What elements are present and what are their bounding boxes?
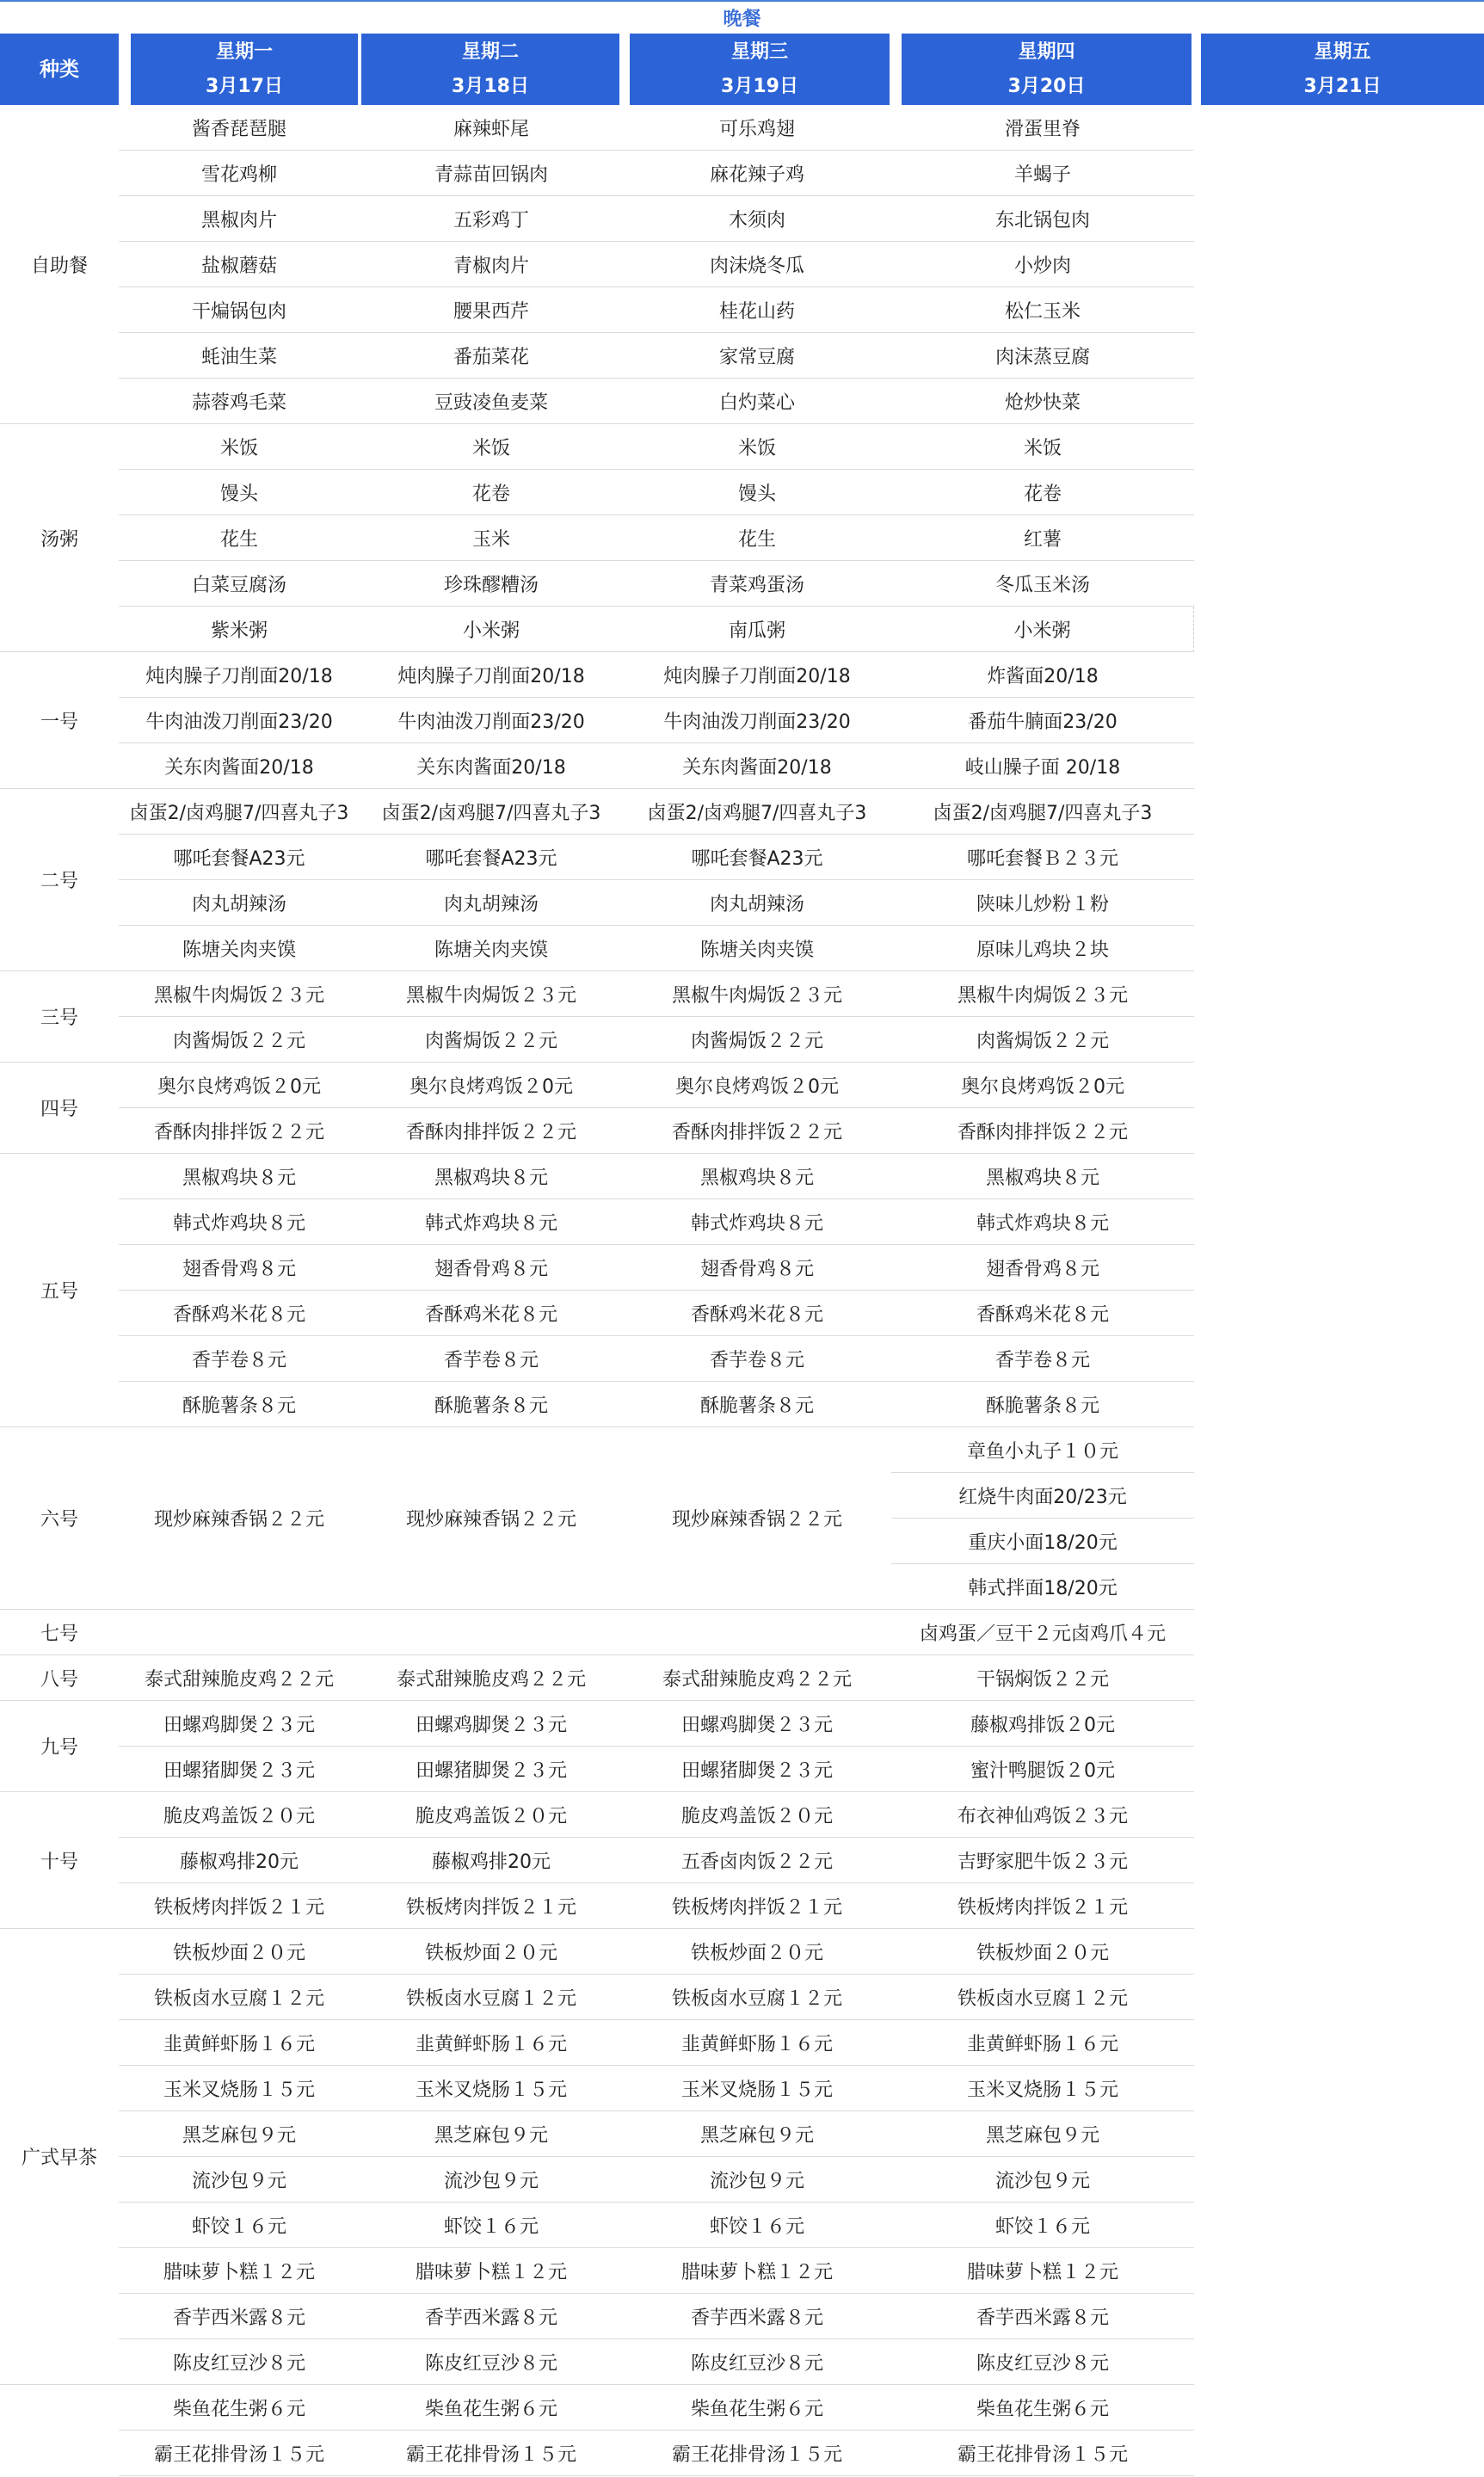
menu-item-cell: 铁板炒面２０元 [891,1929,1194,1975]
menu-item-cell: 哪吒套餐A23元 [119,835,360,880]
menu-item-cell: 黑芝麻包９元 [891,2111,1194,2157]
menu-item-cell: 肉酱焗饭２２元 [360,1017,623,1063]
menu-item-cell: 翅香骨鸡８元 [360,1245,623,1291]
column-header-day [1201,34,1484,105]
menu-item-cell: 炝炒快菜 [891,379,1194,424]
menu-item-cell: 白灼菜心 [623,379,891,424]
menu-item-cell: 香酥肉排拌饭２２元 [623,1108,891,1154]
menu-item-cell [360,1610,623,1655]
menu-item-cell: 陈塘关肉夹馍 [360,926,623,971]
menu-item-cell: 奥尔良烤鸡饭２0元 [360,1063,623,1108]
menu-item-cell: 肉沫蒸豆腐 [891,333,1194,379]
menu-item-cell: 肉酱焗饭２２元 [623,1017,891,1063]
menu-item-cell: 流沙包９元 [623,2157,891,2203]
table-row [0,1838,1484,1883]
table-row [0,1291,1484,1336]
menu-item-cell: 花卷 [891,470,1194,515]
menu-item-cell: 肉酱焗饭２２元 [119,1017,360,1063]
table-row [0,1929,1484,1975]
menu-item-cell: 香芋卷８元 [119,1336,360,1382]
table-row [0,151,1484,196]
menu-item-cell: 五彩鸡丁 [360,196,623,242]
menu-item-cell: 泰式甜辣脆皮鸡２２元 [360,1655,623,1701]
menu-item-cell: 韩式炸鸡块８元 [360,1199,623,1245]
table-row [0,1063,1484,1108]
table-row [0,287,1484,333]
table-row [0,1382,1484,1427]
column-header-kind [0,34,119,105]
category-label: 一号 [0,652,119,789]
menu-item-cell: 关东肉酱面20/18 [360,743,623,789]
menu-item-cell: 干煸锅包肉 [119,287,360,333]
menu-item-cell: 泰式甜辣脆皮鸡２２元 [119,1655,360,1701]
menu-item-cell: 泰式甜辣脆皮鸡２２元 [623,1655,891,1701]
menu-item-cell: 花生 [119,515,360,561]
menu-item-cell: 章鱼小丸子１０元 [891,1427,1194,1473]
table-row [0,1245,1484,1291]
menu-item-cell: 流沙包９元 [119,2157,360,2203]
menu-item-cell: 韩式炸鸡块８元 [119,1199,360,1245]
menu-item-cell: 铁板炒面２０元 [360,1929,623,1975]
table-row [0,2020,1484,2066]
menu-item-cell: 腊味萝卜糕１２元 [891,2248,1194,2294]
menu-item-cell: 霸王花排骨汤１５元 [360,2431,623,2476]
menu-item-cell: 青菜鸡蛋汤 [623,561,891,607]
menu-item-cell: 藤椒鸡排20元 [360,1838,623,1883]
column-header-day [902,34,1192,105]
weekday-label: 星期二 [461,40,519,63]
menu-item-cell: 卤蛋2/卤鸡腿7/四喜丸子3 [891,789,1194,835]
menu-item-cell: 米饭 [623,424,891,470]
category-label: 自助餐 [0,105,119,424]
menu-item-cell: 蒜蓉鸡毛菜 [119,379,360,424]
menu-item-cell-merged: 现炒麻辣香锅２２元 [119,1427,360,1610]
menu-item-cell: 番茄牛腩面23/20 [891,698,1194,743]
menu-item-cell: 黑椒鸡块８元 [891,1154,1194,1199]
menu-item-cell: 虾饺１６元 [891,2203,1194,2248]
menu-item-cell: 关东肉酱面20/18 [623,743,891,789]
menu-item-cell: 蜜汁鸭腿饭２0元 [891,1747,1194,1792]
menu-item-cell: 韩式炸鸡块８元 [891,1199,1194,1245]
menu-item-cell-merged: 现炒麻辣香锅２２元 [623,1427,891,1610]
menu-item-cell: 东北锅包肉 [891,196,1194,242]
menu-item-cell: 黑椒牛肉焗饭２３元 [360,971,623,1017]
table-row [0,607,1484,652]
menu-item-cell: 松仁玉米 [891,287,1194,333]
menu-item-cell: 肉酱焗饭２２元 [891,1017,1194,1063]
menu-item-cell: 花卷 [360,470,623,515]
menu-item-cell: 翅香骨鸡８元 [623,1245,891,1291]
date-label: 3月20日 [1007,75,1086,97]
menu-item-cell: 柴鱼花生粥６元 [891,2385,1194,2431]
table-row [0,1975,1484,2020]
table-row [0,1792,1484,1838]
menu-item-cell: 黑椒鸡块８元 [119,1154,360,1199]
category-label: 二号 [0,789,119,971]
menu-item-cell: 韭黄鲜虾肠１６元 [623,2020,891,2066]
menu-item-cell: 布衣神仙鸡饭２３元 [891,1792,1194,1838]
menu-item-cell: 哪吒套餐A23元 [360,835,623,880]
menu-item-cell: 吉野家肥牛饭２３元 [891,1838,1194,1883]
table-row [0,242,1484,287]
menu-item-cell: 铁板卤水豆腐１２元 [119,1975,360,2020]
menu-item-cell: 牛肉油泼刀削面23/20 [623,698,891,743]
table-row [0,789,1484,835]
category-label: 三号 [0,971,119,1063]
column-header-day [361,34,619,105]
menu-item-cell: 铁板炒面２０元 [623,1929,891,1975]
menu-item-cell: 青椒肉片 [360,242,623,287]
table-row [0,1017,1484,1063]
menu-item-cell [623,1610,891,1655]
menu-item-cell: 流沙包９元 [360,2157,623,2203]
menu-item-cell: 脆皮鸡盖饭２０元 [119,1792,360,1838]
menu-item-cell: 青蒜苗回锅肉 [360,151,623,196]
date-label: 3月18日 [452,75,529,97]
menu-item-cell: 陈皮红豆沙８元 [891,2339,1194,2385]
menu-item-cell: 玉米叉烧肠１５元 [360,2066,623,2111]
menu-item-cell-merged: 现炒麻辣香锅２２元 [360,1427,623,1610]
table-row [0,1701,1484,1747]
category-label: 八号 [0,1655,119,1701]
menu-item-cell: 铁板烤肉拌饭２１元 [623,1883,891,1929]
menu-item-cell: 米饭 [119,424,360,470]
table-row [0,2431,1484,2476]
menu-item-cell: 牛肉油泼刀削面23/20 [360,698,623,743]
menu-item-cell: 腊味萝卜糕１２元 [119,2248,360,2294]
menu-item-cell: 冬瓜玉米汤 [891,561,1194,607]
menu-item-cell: 流沙包９元 [891,2157,1194,2203]
menu-item-cell: 滑蛋里脊 [891,105,1194,151]
menu-item-cell: 花生 [623,515,891,561]
table-row [0,880,1484,926]
menu-item-cell: 铁板卤水豆腐１２元 [360,1975,623,2020]
table-row [0,2111,1484,2157]
menu-item-cell: 玉米叉烧肠１５元 [119,2066,360,2111]
menu-item-cell: 韩式拌面18/20元 [891,1564,1194,1610]
menu-item-cell: 霸王花排骨汤１５元 [119,2431,360,2476]
menu-item-cell: 小米粥 [360,607,623,652]
menu-item-cell: 翅香骨鸡８元 [891,1245,1194,1291]
table-row [0,1154,1484,1199]
category-label: 广式早茶 [0,1929,119,2385]
menu-item-cell: 翅香骨鸡８元 [119,1245,360,1291]
menu-item-cell: 藤椒鸡排20元 [119,1838,360,1883]
menu-item-cell: 脆皮鸡盖饭２０元 [623,1792,891,1838]
menu-item-cell: 炸酱面20/18 [891,652,1194,698]
menu-item-cell: 肉沫烧冬瓜 [623,242,891,287]
table-row [0,743,1484,789]
menu-item-cell: 田螺猪脚煲２３元 [623,1747,891,1792]
weekday-label: 星期五 [1314,40,1371,63]
menu-item-cell: 黑椒牛肉焗饭２３元 [623,971,891,1017]
table-row [0,698,1484,743]
menu-item-cell: 黑椒鸡块８元 [623,1154,891,1199]
menu-item-cell: 干锅焖饭２２元 [891,1655,1194,1701]
menu-item-cell: 南瓜粥 [623,607,891,652]
menu-item-cell: 铁板卤水豆腐１２元 [623,1975,891,2020]
menu-item-cell: 麻辣虾尾 [360,105,623,151]
category-label: 六号 [0,1427,119,1610]
menu-item-cell: 卤蛋2/卤鸡腿7/四喜丸子3 [360,789,623,835]
table-row [0,424,1484,470]
menu-item-cell: 香芋西米露８元 [119,2294,360,2339]
menu-item-cell: 虾饺１６元 [360,2203,623,2248]
table-row [0,835,1484,880]
menu-item-cell: 蚝油生菜 [119,333,360,379]
menu-item-cell: 韩式炸鸡块８元 [623,1199,891,1245]
menu-item-cell: 卤蛋2/卤鸡腿7/四喜丸子3 [119,789,360,835]
column-header-day [131,34,358,105]
menu-item-cell: 腊味萝卜糕１２元 [360,2248,623,2294]
menu-item-cell: 卤蛋2/卤鸡腿7/四喜丸子3 [623,789,891,835]
menu-item-cell: 盐椒蘑菇 [119,242,360,287]
menu-item-cell: 铁板烤肉拌饭２１元 [119,1883,360,1929]
kind-label: 种类 [40,58,79,81]
menu-item-cell: 米饭 [360,424,623,470]
menu-item-cell: 香芋西米露８元 [623,2294,891,2339]
menu-item-cell [119,1610,360,1655]
menu-item-cell: 陈皮红豆沙８元 [360,2339,623,2385]
menu-item-cell: 番茄菜花 [360,333,623,379]
menu-item-cell: 豆豉凌鱼麦菜 [360,379,623,424]
menu-item-cell: 哪吒套餐Ｂ２３元 [891,835,1194,880]
menu-item-cell: 黑芝麻包９元 [623,2111,891,2157]
column-header-day [630,34,890,105]
table-row [0,561,1484,607]
table-row [0,1655,1484,1701]
menu-item-cell: 五香卤肉饭２２元 [623,1838,891,1883]
menu-item-cell: 香芋西米露８元 [360,2294,623,2339]
menu-item-cell: 霸王花排骨汤１５元 [623,2431,891,2476]
date-label: 3月17日 [206,75,283,97]
menu-item-cell: 藤椒鸡排饭２0元 [891,1701,1194,1747]
table-row [0,379,1484,424]
menu-item-cell: 香芋卷８元 [623,1336,891,1382]
menu-item-cell: 卤鸡蛋／豆干２元卤鸡爪４元 [891,1610,1194,1655]
menu-item-cell: 田螺鸡脚煲２３元 [360,1701,623,1747]
category-label: 九号 [0,1701,119,1792]
menu-item-cell: 陈皮红豆沙８元 [119,2339,360,2385]
menu-item-cell: 腰果西芹 [360,287,623,333]
category-label: 汤粥 [0,424,119,652]
menu-item-cell: 肉丸胡辣汤 [623,880,891,926]
menu-item-cell: 酥脆薯条８元 [623,1382,891,1427]
menu-item-cell: 陈塘关肉夹馍 [119,926,360,971]
menu-item-cell: 香酥鸡米花８元 [891,1291,1194,1336]
menu-item-cell: 哪吒套餐A23元 [623,835,891,880]
menu-item-cell: 香酥鸡米花８元 [623,1291,891,1336]
menu-item-cell: 黑椒牛肉焗饭２３元 [891,971,1194,1017]
category-label: 七号 [0,1610,119,1655]
table-row [0,2294,1484,2339]
weekday-label: 星期四 [1018,40,1075,63]
menu-item-cell: 馒头 [119,470,360,515]
menu-item-cell: 白菜豆腐汤 [119,561,360,607]
menu-item-cell: 香酥鸡米花８元 [360,1291,623,1336]
menu-item-cell: 酱香琵琶腿 [119,105,360,151]
menu-item-cell: 奥尔良烤鸡饭２0元 [623,1063,891,1108]
menu-item-cell: 奥尔良烤鸡饭２0元 [891,1063,1194,1108]
table-row [0,2157,1484,2203]
menu-item-cell: 酥脆薯条８元 [891,1382,1194,1427]
table-row [0,1336,1484,1382]
menu-item-cell: 紫米粥 [119,607,360,652]
menu-item-cell: 田螺鸡脚煲２３元 [119,1701,360,1747]
menu-item-cell: 小米粥 [891,607,1194,652]
menu-item-cell: 铁板烤肉拌饭２１元 [891,1883,1194,1929]
table-row [0,652,1484,698]
menu-item-cell: 可乐鸡翅 [623,105,891,151]
menu-item-cell: 奥尔良烤鸡饭２0元 [119,1063,360,1108]
menu-item-cell: 黑椒牛肉焗饭２３元 [119,971,360,1017]
menu-item-cell: 玉米叉烧肠１５元 [891,2066,1194,2111]
menu-item-cell: 牛肉油泼刀削面23/20 [119,698,360,743]
menu-item-cell: 珍珠醪糟汤 [360,561,623,607]
menu-item-cell: 香酥鸡米花８元 [119,1291,360,1336]
menu-item-cell: 韭黄鲜虾肠１６元 [360,2020,623,2066]
menu-item-cell: 炖肉臊子刀削面20/18 [360,652,623,698]
menu-item-cell: 香酥肉排拌饭２２元 [891,1108,1194,1154]
table-row [0,1747,1484,1792]
menu-item-cell: 铁板炒面２０元 [119,1929,360,1975]
menu-item-cell: 香芋西米露８元 [891,2294,1194,2339]
category-label: 四号 [0,1063,119,1154]
menu-item-cell: 红烧牛肉面20/23元 [891,1473,1194,1519]
menu-item-cell: 柴鱼花生粥６元 [119,2385,360,2431]
table-header [0,34,1484,105]
menu-item-cell: 陕味儿炒粉１粉 [891,880,1194,926]
menu-item-cell: 铁板卤水豆腐１２元 [891,1975,1194,2020]
menu-item-cell: 肉丸胡辣汤 [360,880,623,926]
menu-item-cell: 陈塘关肉夹馍 [623,926,891,971]
menu-item-cell: 木须肉 [623,196,891,242]
table-row [0,1610,1484,1655]
menu-item-cell: 家常豆腐 [623,333,891,379]
menu-item-cell: 田螺猪脚煲２３元 [119,1747,360,1792]
menu-item-cell: 肉丸胡辣汤 [119,880,360,926]
menu-item-cell: 玉米 [360,515,623,561]
menu-item-cell: 腊味萝卜糕１２元 [623,2248,891,2294]
menu-item-cell: 香酥肉排拌饭２２元 [360,1108,623,1154]
menu-item-cell: 玉米叉烧肠１５元 [623,2066,891,2111]
date-label: 3月21日 [1303,75,1382,97]
table-row [0,2248,1484,2294]
table-row [0,2385,1484,2431]
table-row [0,971,1484,1017]
menu-item-cell: 柴鱼花生粥６元 [360,2385,623,2431]
table-row [0,2066,1484,2111]
menu-item-cell: 田螺鸡脚煲２３元 [623,1701,891,1747]
table-row [0,470,1484,515]
menu-item-cell: 柴鱼花生粥６元 [623,2385,891,2431]
weekday-label: 星期三 [730,40,788,63]
table-row [0,1883,1484,1929]
menu-item-cell: 雪花鸡柳 [119,151,360,196]
menu-item-cell: 陈皮红豆沙８元 [623,2339,891,2385]
table-row [0,2203,1484,2248]
menu-item-cell: 酥脆薯条８元 [119,1382,360,1427]
table-row [0,926,1484,971]
meal-title: 晚餐 [0,0,1484,34]
category-label: 十号 [0,1792,119,1929]
menu-item-cell: 炖肉臊子刀削面20/18 [119,652,360,698]
table-row [0,333,1484,379]
table-row [0,196,1484,242]
menu-item-cell: 香酥肉排拌饭２２元 [119,1108,360,1154]
menu-item-cell: 虾饺１６元 [119,2203,360,2248]
table-row [0,1199,1484,1245]
menu-item-cell: 馒头 [623,470,891,515]
menu-item-cell: 米饭 [891,424,1194,470]
menu-item-cell: 黑椒肉片 [119,196,360,242]
menu-item-cell: 酥脆薯条８元 [360,1382,623,1427]
menu-item-cell: 炖肉臊子刀削面20/18 [623,652,891,698]
menu-item-cell: 铁板烤肉拌饭２１元 [360,1883,623,1929]
menu-item-cell: 香芋卷８元 [360,1336,623,1382]
menu-item-cell: 岐山臊子面 20/18 [891,743,1194,789]
menu-item-cell: 桂花山药 [623,287,891,333]
menu-item-cell: 红薯 [891,515,1194,561]
menu-item-cell: 羊蝎子 [891,151,1194,196]
menu-item-cell: 麻花辣子鸡 [623,151,891,196]
table-row [0,2339,1484,2385]
menu-item-cell: 虾饺１６元 [623,2203,891,2248]
date-label: 3月19日 [721,75,798,97]
category-label: 五号 [0,1154,119,1427]
menu-item-cell: 霸王花排骨汤１５元 [891,2431,1194,2476]
table-row [0,1108,1484,1154]
menu-item-cell: 脆皮鸡盖饭２０元 [360,1792,623,1838]
menu-item-cell: 韭黄鲜虾肠１６元 [119,2020,360,2066]
menu-item-cell: 重庆小面18/20元 [891,1519,1194,1564]
weekday-label: 星期一 [215,40,273,63]
menu-item-cell: 田螺猪脚煲２３元 [360,1747,623,1792]
menu-item-cell: 原味儿鸡块２块 [891,926,1194,971]
menu-item-cell: 黑椒鸡块８元 [360,1154,623,1199]
menu-item-cell: 小炒肉 [891,242,1194,287]
menu-item-cell: 韭黄鲜虾肠１６元 [891,2020,1194,2066]
table-row [0,105,1484,151]
menu-item-cell: 黑芝麻包９元 [119,2111,360,2157]
menu-item-cell: 关东肉酱面20/18 [119,743,360,789]
table-row [0,515,1484,561]
menu-item-cell: 香芋卷８元 [891,1336,1194,1382]
menu-item-cell: 黑芝麻包９元 [360,2111,623,2157]
